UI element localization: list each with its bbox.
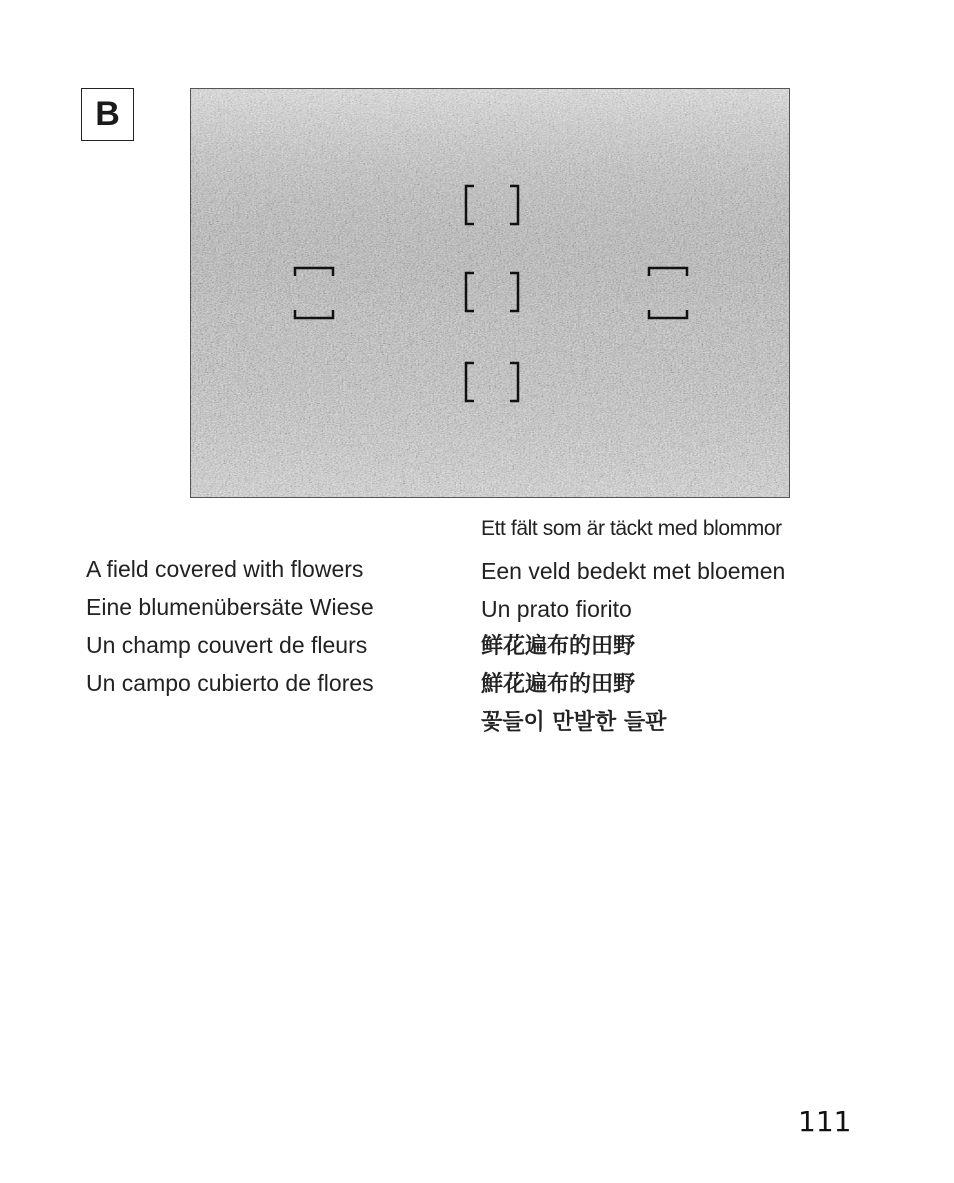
page-number: 111: [798, 1105, 852, 1138]
caption-swedish: Ett fält som är täckt med blommor: [481, 517, 782, 540]
caption-chinese-simplified: 鲜花遍布的田野: [481, 634, 636, 659]
caption-korean: 꽃들이 만발한 들판: [481, 710, 667, 735]
caption-english: A field covered with flowers: [86, 556, 364, 582]
caption-french: Un champ couvert de fleurs: [86, 632, 368, 658]
flower-field-photo: [190, 88, 790, 498]
caption-dutch: Een veld bedekt met bloemen: [481, 558, 786, 584]
photo-shading: [191, 89, 790, 498]
captions-left-column: [86, 550, 374, 702]
figure-label: B: [81, 88, 134, 141]
caption-spanish: Un campo cubierto de flores: [86, 670, 374, 696]
caption-german: Eine blumenübersäte Wiese: [86, 594, 374, 620]
caption-italian: Un prato fiorito: [481, 596, 632, 622]
caption-chinese-traditional: 鮮花遍布的田野: [481, 672, 636, 697]
captions-right-column: [481, 510, 785, 742]
